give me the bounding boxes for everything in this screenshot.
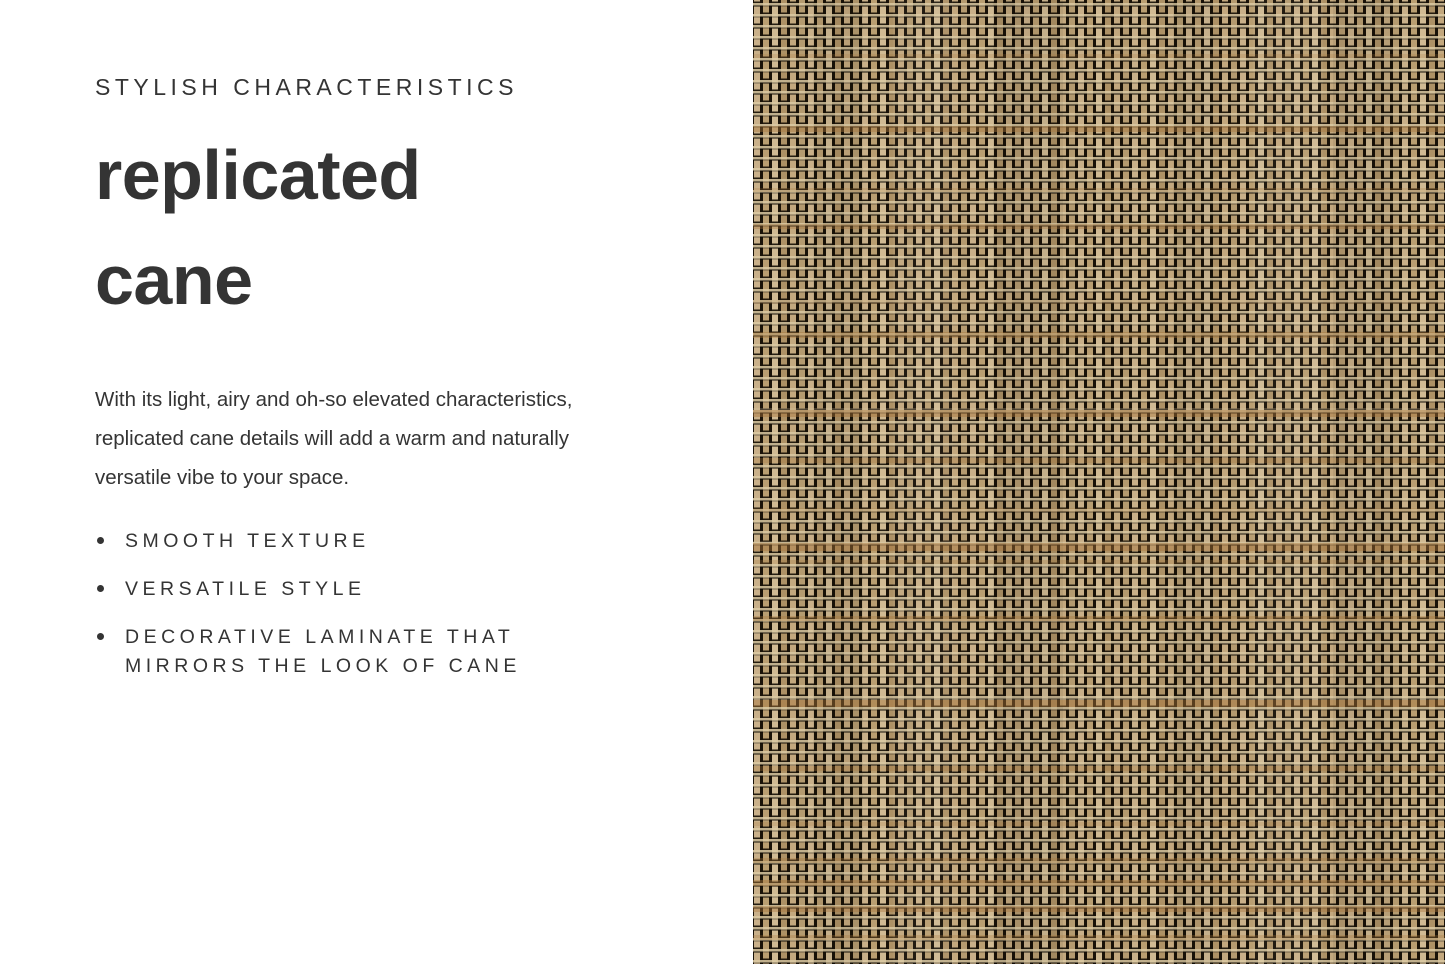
list-item-label: VERSATILE STYLE [125,577,366,600]
cane-texture-image [753,0,1445,964]
bullet-dot-icon [97,537,104,544]
list-item-label: DECORATIVE LAMINATE THAT MIRRORS THE LOOK OF CANE [125,625,521,677]
list-item [95,527,575,556]
page-title-line2: cane [95,241,253,319]
page-title [95,123,693,333]
bullet-dot-icon [97,585,104,592]
feature-list [95,527,693,681]
list-item [95,575,575,604]
list-item-label: SMOOTH TEXTURE [125,529,370,552]
cane-texture-svg [753,0,1445,964]
eyebrow-label: STYLISH CHARACTERISTICS [95,74,518,100]
list-item [95,623,575,681]
description-paragraph: With its light, airy and oh-so elevated characteristics, replicated cane details will add a warm and naturally versatile vibe to your space. [95,387,573,489]
page-title-line1: replicated [95,136,421,214]
bullet-dot-icon [97,633,104,640]
